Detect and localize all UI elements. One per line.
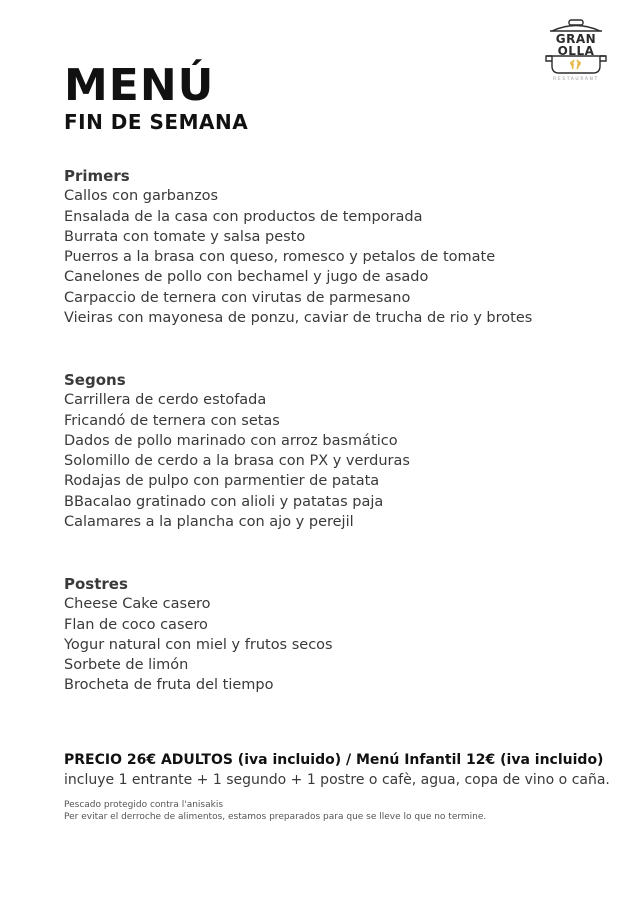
section-heading: Postres [64,575,128,593]
menu-item: Carrillera de cerdo estofada [64,392,267,409]
menu-title: MENÚ [64,60,215,111]
menu-item: Canelones de pollo con bechamel y jugo de asado [64,269,429,286]
anisakis-note: Pescado protegido contra l'anisakis [64,800,224,810]
menu-item: Dados de pollo marinado con arroz basmático [64,432,398,449]
menu-item: Solomillo de cerdo a la brasa con PX y verduras [64,453,410,470]
menu-item: Callos con garbanzos [64,188,219,205]
food-waste-note: Per evitar el derroche de alimentos, estamos preparados para que se lleve lo que no termine. [64,812,487,822]
menu-item: Carpaccio de ternera con virutas de parmesano [64,289,411,306]
menu-item: Burrata con tomate y salsa pesto [64,228,306,245]
includes-line: incluye 1 entrante + 1 segundo + 1 postre o cafè, agua, copa de vino o caña. [64,772,610,788]
menu-item: Vieiras con mayonesa de ponzu, caviar de trucha de rio y brotes [64,310,533,327]
menu-item: Brocheta de fruta del tiempo [64,677,274,694]
menu-item: BBacalao gratinado con alioli y patatas paja [64,493,384,510]
section-primers [64,166,532,328]
section-segons [64,370,410,532]
menu-item: Rodajas de pulpo con parmentier de patata [64,473,380,490]
menu-item: Ensalada de la casa con productos de temporada [64,208,423,225]
price-line: PRECIO 26€ ADULTOS (iva incluido) / Menú Infantil 12€ (iva incluido) [64,752,604,768]
section-heading: Segons [64,371,126,389]
menu-item: Sorbete de limón [64,657,189,674]
menu-item: Yogur natural con miel y frutos secos [64,636,333,653]
menu-item: Calamares a la plancha con ajo y perejil [64,514,354,531]
menu-item: Flan de coco casero [64,616,208,633]
section-postres [64,574,333,696]
restaurant-logo [543,16,609,88]
logo-subtitle: RESTAURANT [553,77,599,82]
menu-item: Fricandó de ternera con setas [64,412,280,429]
menu-item: Cheese Cake casero [64,596,211,613]
menu-subtitle: FIN DE SEMANA [64,110,249,134]
menu-item: Puerros a la brasa con queso, romesco y petalos de tomate [64,249,496,266]
logo-text-olla: OLLA [557,44,595,58]
logo-text-gran: GRAN [555,32,597,46]
section-heading: Primers [64,167,130,185]
